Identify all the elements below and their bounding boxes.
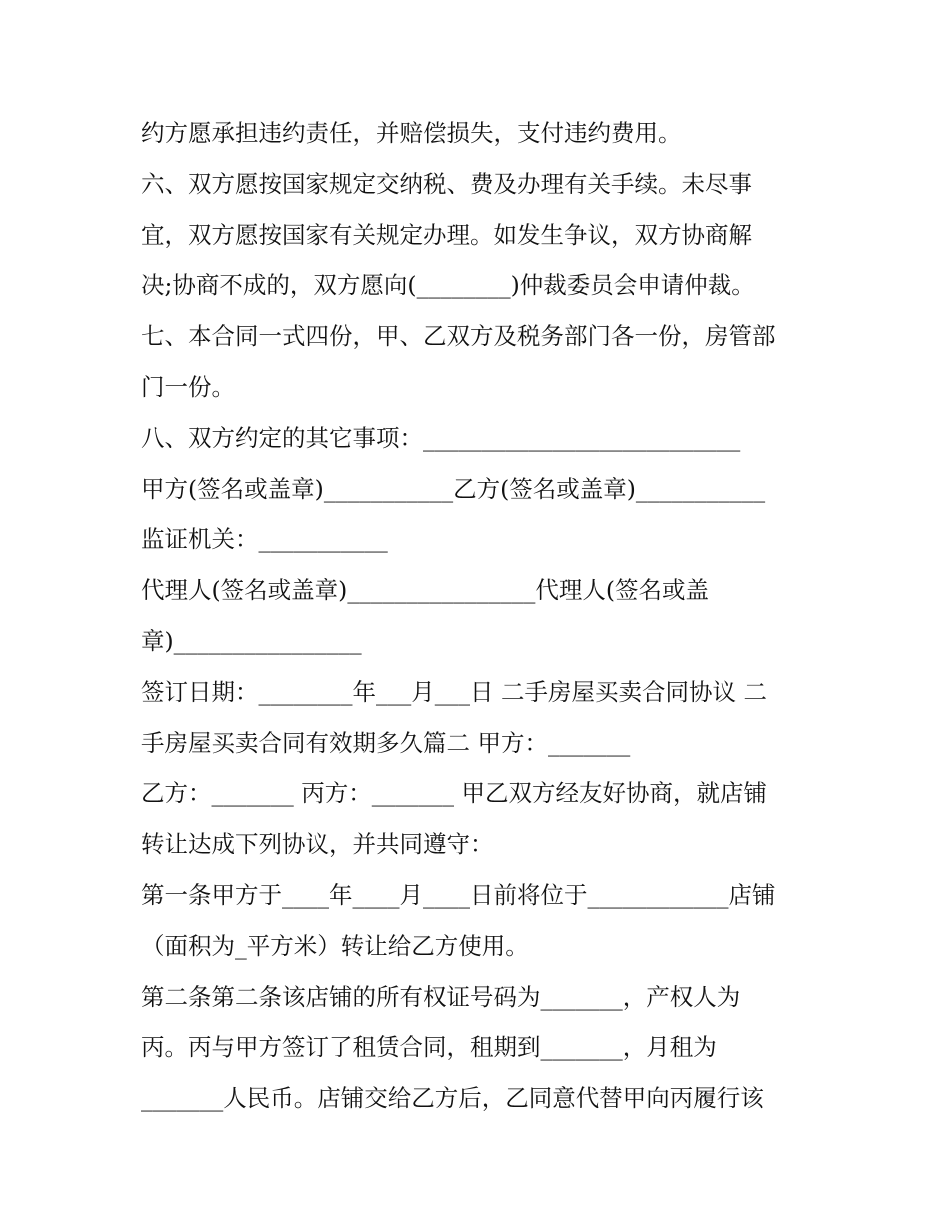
text-line: _______人民币。店铺交给乙方后，乙同意代替甲向丙履行该 (141, 1084, 764, 1113)
text-line: 乙方：_______ 丙方：_______ 甲乙双方经友好协商，就店铺 (141, 779, 767, 808)
text-line: 六、双方愿按国家规定交纳税、费及办理有关手续。未尽事 (141, 169, 752, 198)
text-line: 门一份。 (141, 372, 235, 401)
text-line: 七、本合同一式四份，甲、乙双方及税务部门各一份，房管部 (141, 322, 776, 351)
text-line: 第一条甲方于____年____月____日前将位于____________店铺 (141, 880, 776, 909)
text-line: 约方愿承担违约责任，并赔偿损失，支付违约费用。 (141, 119, 682, 147)
signature-line: 代理人(签名或盖章)________________代理人(签名或盖 (141, 576, 710, 605)
text-line: 丙。丙与甲方签订了租赁合同，租期到_______，月租为 (141, 1033, 717, 1062)
signature-line: 监证机关：___________ (141, 525, 388, 554)
text-line: （面积为_平方米）转让给乙方使用。 (141, 931, 529, 960)
text-line: 宜，双方愿按国家有关规定办理。如发生争议，双方协商解 (141, 220, 752, 249)
contract-text (141, 108, 821, 1124)
text-line: 手房屋买卖合同有效期多久篇二 甲方：_______ (141, 728, 631, 757)
text-line: 第二条第二条该店铺的所有权证号码为_______，产权人为 (141, 982, 741, 1011)
signature-line: 章)________________ (141, 626, 362, 655)
text-line: 转让达成下列协议，并共同遵守： (141, 830, 494, 859)
text-line: 八、双方约定的其它事项：___________________________ (141, 423, 741, 452)
date-line: 签订日期：________年___月___日 二手房屋买卖合同协议 二 (141, 677, 767, 706)
signature-line: 甲方(签名或盖章)___________乙方(签名或盖章)___________ (141, 474, 766, 503)
text-line: 决;协商不成的，双方愿向(________)仲裁委员会申请仲裁。 (141, 271, 755, 300)
